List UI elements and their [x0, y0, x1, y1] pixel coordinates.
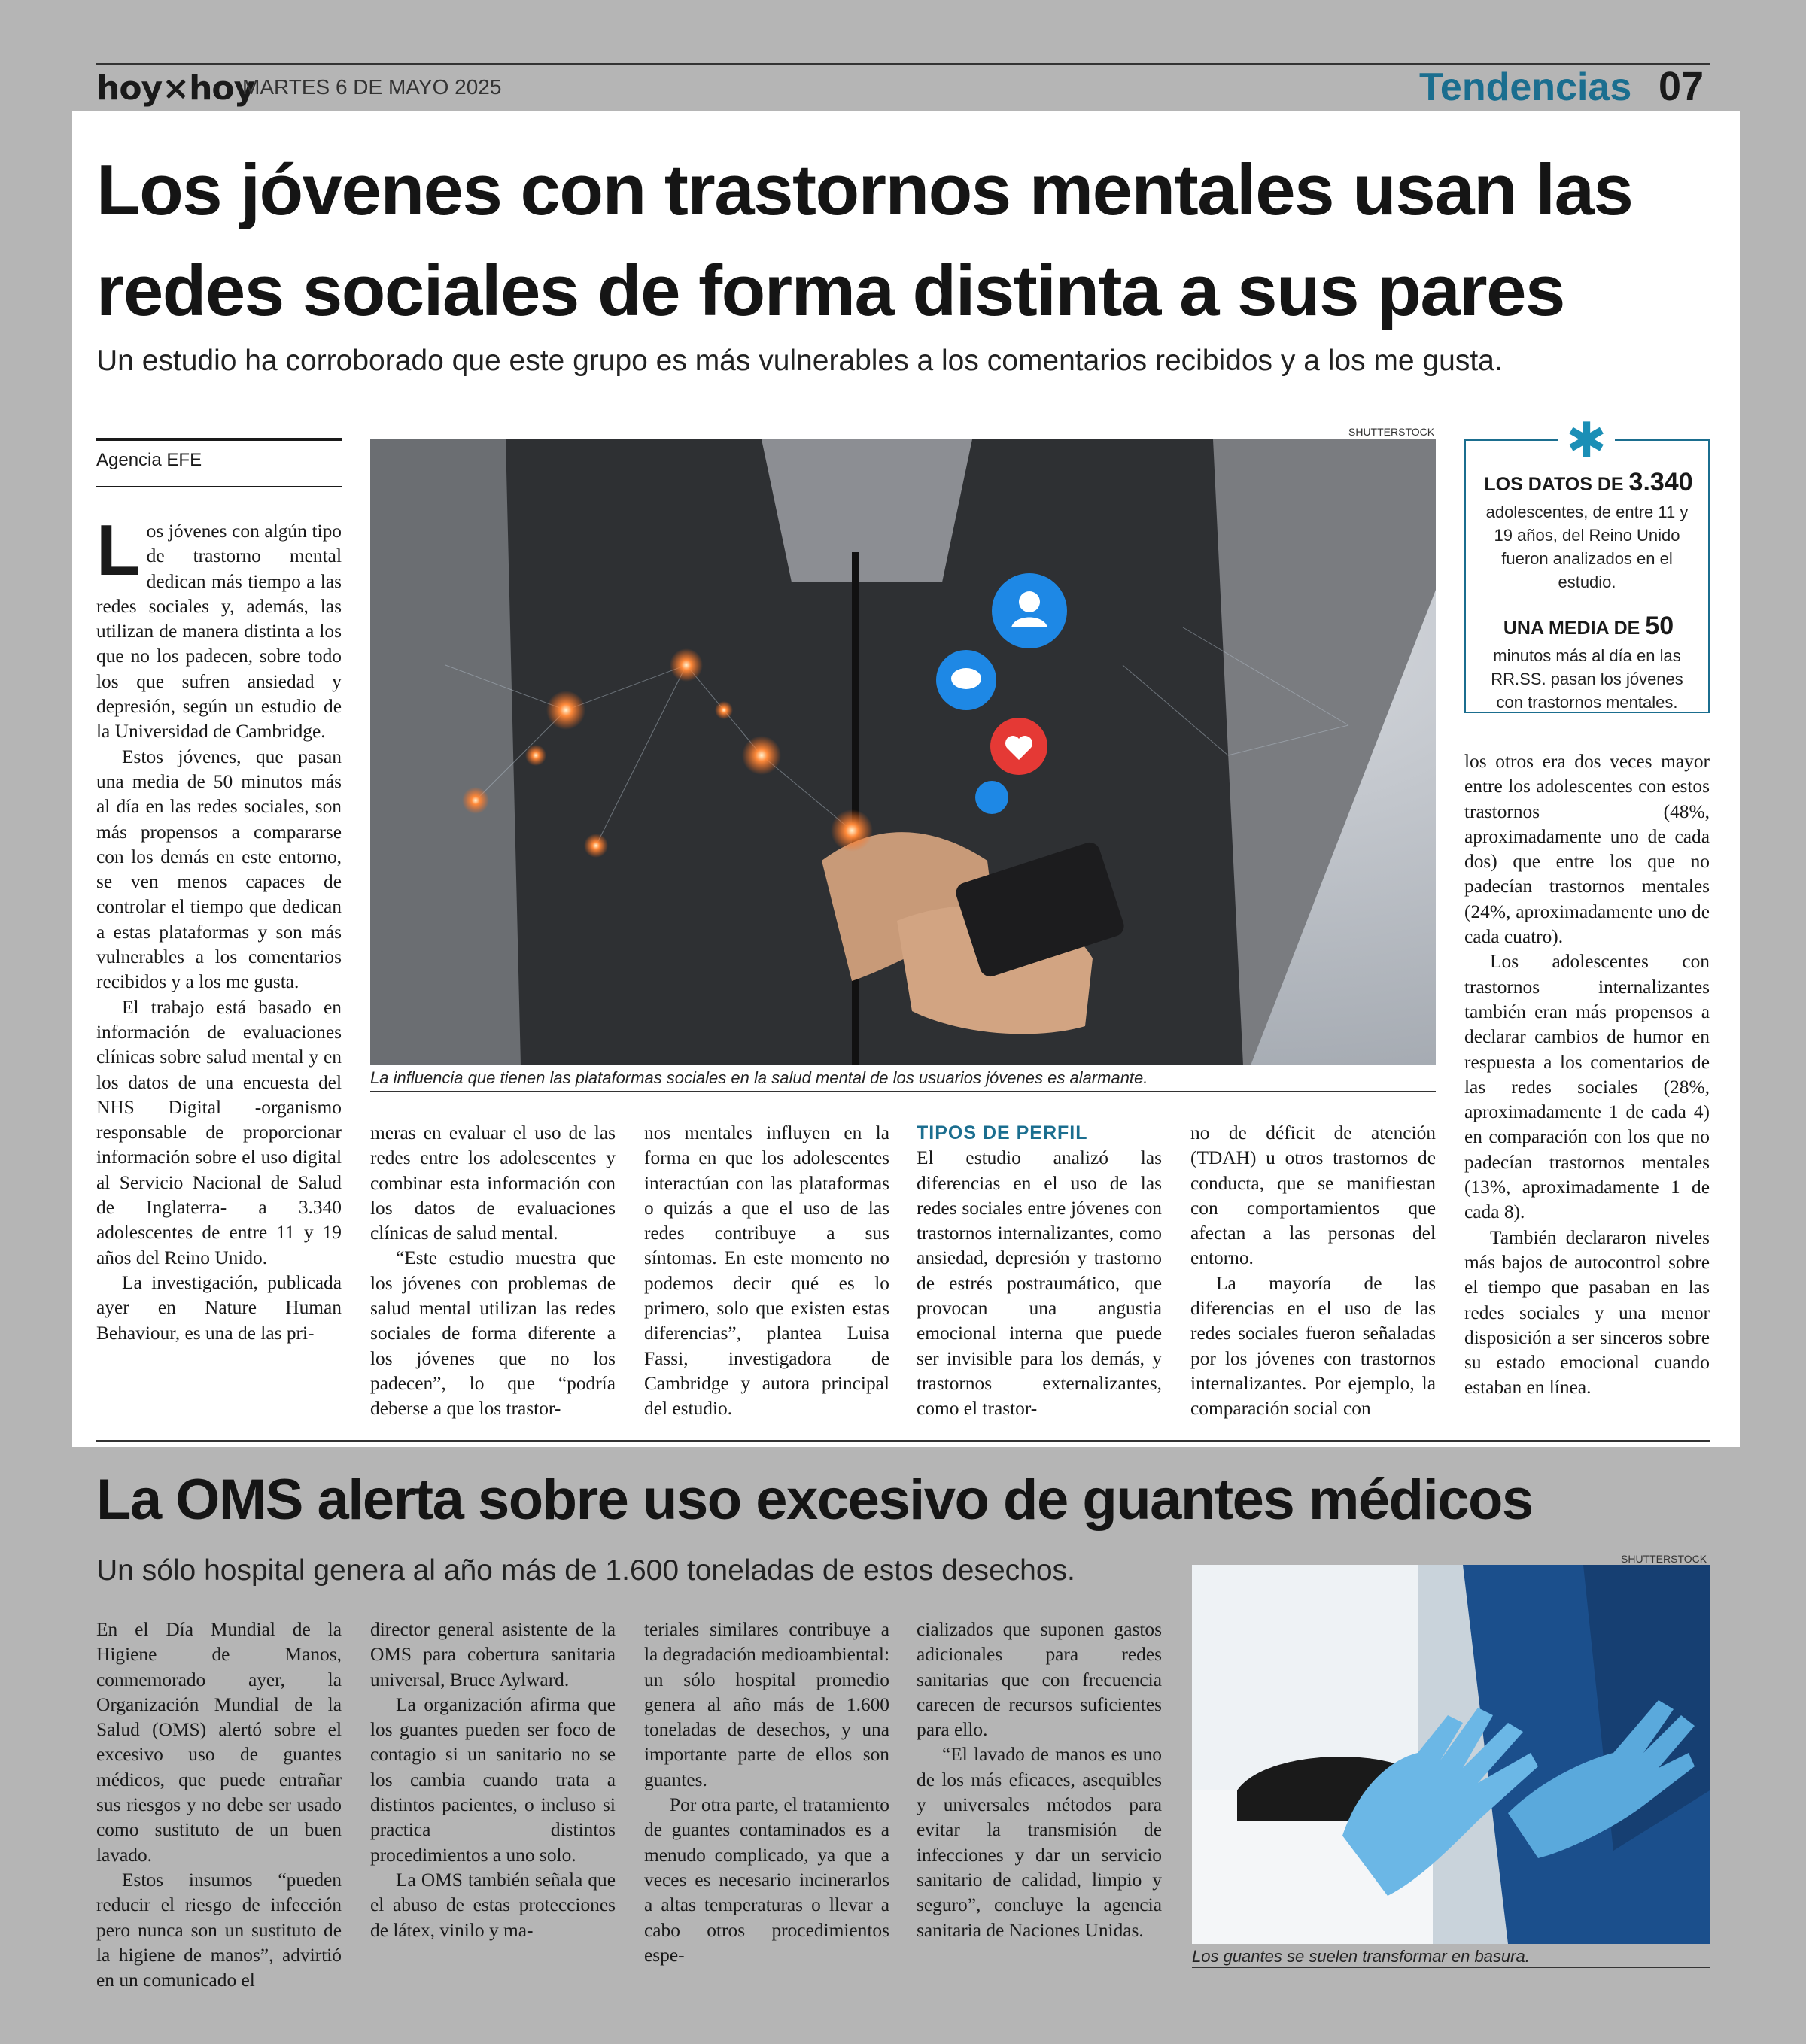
paragraph: director general asistente de la OMS para cobertura sanitaria universal, Bruce Aylward.: [370, 1619, 616, 1690]
article-subtitle: Un estudio ha corroborado que este grupo es más vulnerables a los comentarios recibidos y a los me gusta.: [96, 345, 1503, 377]
paragraph: La investigación, publicada ayer en Nature Human Behaviour, es una de las pri-: [96, 1271, 342, 1344]
byline: Agencia EFE: [96, 450, 202, 470]
article-headline: Los jóvenes con trastornos mentales usan las redes sociales de forma distinta a sus pares: [96, 150, 1633, 331]
data-label-1: LOS DATOS DE 3.340: [1484, 468, 1693, 497]
paragraph: Estos jóvenes, que pasan una media de 50 minutos más al día en las redes sociales, son más propensos a compararse con los demás en este entorno, se ven menos capaces de controlar el tiempo que dedican a estas plataformas y son más vulnerables a los comentarios recibidos y a los me gusta.: [96, 746, 342, 993]
caption-rule: [1192, 1967, 1710, 1968]
article-separator: [96, 1440, 1710, 1442]
photo-caption: Los guantes se suelen transformar en basura.: [1192, 1947, 1530, 1966]
data-text-1: adolescentes, de entre 11 y 19 años, del Reino Unido fueron analizados en el estudio.: [1485, 503, 1689, 591]
data-text-2: minutos más al día en las RR.SS. pasan los jóvenes con trastornos mentales.: [1491, 646, 1683, 712]
paragraph: Los adolescentes con trastornos internalizantes también eran más propensos a declarar cambios de humor en respuesta a los comentarios de las redes sociales (28%, aproximadamente 1 de cada 4) en comparación con los que no padecían trastornos mentales (13%, aproximadamente 1 de cada 8).: [1464, 951, 1710, 1223]
article-column-5: [1190, 1121, 1436, 1422]
second-article-column-3: [644, 1617, 889, 1968]
second-article-headline: La OMS alerta sobre uso excesivo de guantes médicos: [96, 1468, 1533, 1532]
byline-rule: [96, 486, 342, 487]
paragraph: También declararon niveles más bajos de autocontrol sobre el tiempo que pasaban en las redes sociales y una menor disposición a ser sinceros sobre su estado emocional cuando estaban en línea.: [1464, 1226, 1710, 1399]
paragraph: “Este estudio muestra que los jóvenes con problemas de salud mental utilizan las redes sociales de forma diferente a los jóvenes que no los padecen”, lo que “podría deberse a que los trastor-: [370, 1247, 616, 1420]
photo-caption: La influencia que tienen las plataformas sociales en la salud mental de los usuarios jóvenes es alarmante.: [370, 1068, 1148, 1087]
paragraph: La OMS también señala que el abuso de estas protecciones de látex, vinilo y ma-: [370, 1869, 616, 1941]
paragraph: cializados que suponen gastos adicionales para redes sanitarias que con frecuencia carecen de recursos suficientes para ello.: [917, 1619, 1162, 1741]
paragraph: La mayoría de las diferencias en el uso de las redes sociales fueron señaladas por los jóvenes con trastornos internalizantes. Por ejemplo, la comparación social con: [1190, 1272, 1436, 1420]
photo-credit: SHUTTERSTOCK: [1348, 426, 1435, 438]
second-article-column-2: [370, 1617, 616, 1943]
paragraph: los otros era dos veces mayor entre los adolescentes con estos trastornos (48%, aproximadamente uno de cada dos) que entre los que no padecían trastornos mentales (24%, aproximadamente uno de cada cuatro).: [1464, 751, 1710, 948]
second-article-column-1: [96, 1617, 342, 1993]
paragraph: meras en evaluar el uso de las redes entre los adolescentes y combinar esta información con los datos de evaluaciones clínicas de salud mental.: [370, 1122, 616, 1244]
paragraph: El trabajo está basado en información de evaluaciones clínicas sobre salud mental y en los datos de una encuesta del NHS Digital -organismo responsable de proporcionar información sobre el uso digital al Servicio Nacional de Salud de Inglaterra- a 3.340 adolescentes de entre 11 y 19 años del Reino Unido.: [96, 996, 342, 1268]
newspaper-logo: hoy×hoy: [96, 69, 255, 108]
paragraph: “El lavado de manos es uno de los más eficaces, asequibles y universales métodos para evitar la transmisión de infecciones y dar un servicio sanitario de calidad, limpio y seguro”, concluye la agencia sanitaria de Naciones Unidas.: [917, 1744, 1162, 1941]
article-photo-social-media: [370, 439, 1436, 1065]
paragraph: Estos insumos “pueden reducir el riesgo de infección pero nunca son un sustituto de la higiene de manos”, advirtió en un comunicado el: [96, 1869, 342, 1991]
article-column-6: [1464, 749, 1710, 1401]
data-box: [1464, 439, 1710, 713]
article-column-4: [917, 1121, 1162, 1422]
section-subhead: TIPOS DE PERFIL: [917, 1122, 1088, 1143]
drop-cap: L: [96, 510, 141, 591]
caption-rule: [370, 1091, 1436, 1092]
paragraph: nos mentales influyen en la forma en que los adolescentes interactúan con las plataformas o quizás a que el uso de las redes contribuye a sus síntomas. En este momento no podemos decir qué es lo primero, solo que existen estas diferencias”, plantea Luisa Fassi, investigadora de Cambridge y autora principal del estudio.: [644, 1122, 889, 1420]
paragraph: no de déficit de atención (TDAH) u otros trastornos de conducta, que se manifiestan con comportamientos que afectan a las personas del entorno.: [1190, 1122, 1436, 1269]
page-number: 07: [1659, 64, 1704, 109]
article-column-3: [644, 1121, 889, 1422]
paragraph: teriales similares contribuye a la degradación medioambiental: un sólo hospital promedio genera al año más de 1.600 toneladas de desechos, y una importante parte de ellos son guantes.: [644, 1619, 889, 1790]
article-column-2: [370, 1121, 616, 1422]
section-name: Tendencias: [1419, 65, 1632, 109]
second-article-subtitle: Un sólo hospital genera al año más de 1.600 toneladas de estos desechos.: [96, 1554, 1075, 1587]
issue-date: MARTES 6 DE MAYO 2025: [242, 75, 502, 99]
paragraph: Los jóvenes con algún tipo de trastorno mental dedican más tiempo a las redes sociales y, además, las utilizan de manera distinta a los que no los padecen, sobre todo los que sufren ansiedad y depresión, según un estudio de la Universidad de Cambridge.: [96, 510, 342, 743]
paragraph: Por otra parte, el tratamiento de guantes contaminados es a menudo complicado, ya que a veces es necesario incinerarlos a altas temperaturas o llevar a cabo otros procedimientos espe-: [644, 1794, 889, 1966]
second-article-column-4: [917, 1617, 1162, 1943]
paragraph: El estudio analizó las diferencias en el uso de las redes sociales entre jóvenes con trastornos internalizantes, como ansiedad, depresión y trastorno de estrés postraumático, que provocan una angustia emocional interna que puede ser invisible para los demás, y trastornos externalizantes, como el trastor-: [917, 1147, 1162, 1420]
photo-credit: SHUTTERSTOCK: [1621, 1553, 1707, 1565]
paragraph: En el Día Mundial de la Higiene de Manos, conmemorado ayer, la Organización Mundial de la Salud (OMS) alertó sobre el excesivo uso de guantes médicos, que puede entrañar sus riesgos y no debe ser usado como sustituto de un buen lavado.: [96, 1619, 342, 1866]
data-label-2: UNA MEDIA DE 50: [1503, 612, 1674, 640]
article-photo-gloves: [1192, 1565, 1710, 1944]
byline-rule: [96, 438, 342, 441]
asterisk-icon: ✱: [1558, 418, 1615, 460]
article-column-1: [96, 510, 342, 1346]
paragraph: La organización afirma que los guantes pueden ser foco de contagio si un sanitario no se los cambia cuando trata a distintos pacientes, o incluso si practica distintos procedimientos a uno solo.: [370, 1693, 616, 1866]
